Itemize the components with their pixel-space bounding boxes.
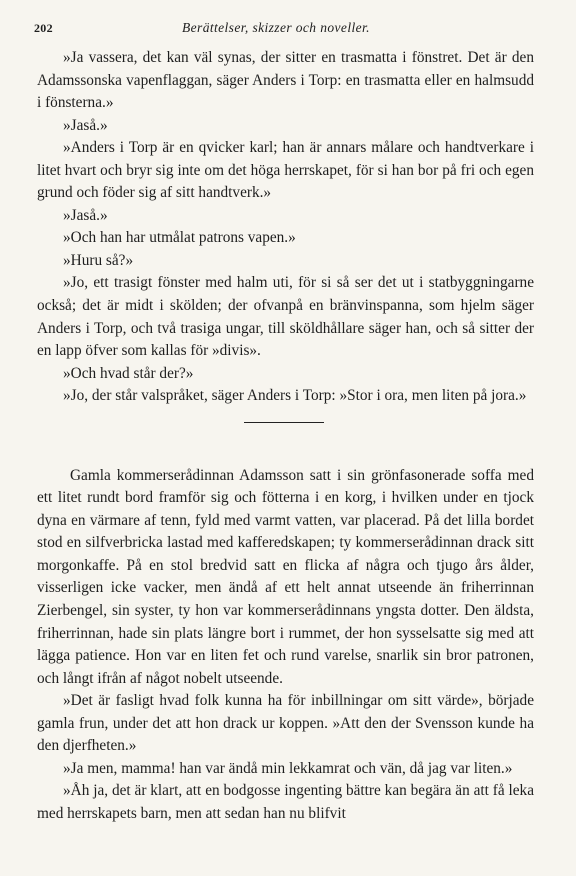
paragraph: »Jo, der står valspråket, säger Anders i Torp: »Stor i ora, men liten på jora.» (63, 387, 527, 405)
paragraph: »Det är fasligt hvad folk kunna ha för inbillningar om sitt värde», började gamla frun, under det att hon drack ur koppen. »Att den der Svensson kunde ha den djerfheten.» (37, 692, 534, 755)
page-header (34, 21, 540, 43)
page-number: 202 (34, 21, 53, 35)
paragraph: »Jaså.» (63, 206, 108, 224)
paragraph: »Jaså.» (63, 116, 108, 134)
paragraph: »Huru så?» (63, 251, 134, 269)
paragraph: »Ja vassera, det kan väl synas, der sitter en trasmatta i fönstret. Det är den Adamssonska vapenflaggan, säger Anders i Torp: en trasmatta eller en halmsudd i fönsterna.» (37, 49, 534, 112)
paragraph: »Jo, ett trasigt fönster med halm uti, för si så ser det ut i statbyggningarne också; det är midt i skölden; der ofvanpå en bränvinspanna, som hjelm säger Anders i Torp, och två trasiga ungar, till sköldhållare säger han, och så sitter der en lapp öfver som kallas för »divis». (37, 274, 534, 360)
paragraph: »Anders i Torp är en qvicker karl; han är annars målare och handtverkare i litet hvart och bryr sig inte om det höga herrskapet, för si han bor på fri och egen grund och föder sig af sitt handtverk.» (37, 139, 534, 202)
section-divider (244, 422, 324, 423)
running-title: Berättelser, skizzer och noveller. (182, 20, 370, 35)
paragraph: »Ja men, mamma! han var ändå min lekkamrat och vän, då jag var liten.» (63, 759, 513, 777)
paragraph: »Åh ja, det är klart, att en bodgosse ingenting bättre kan begära än att få leka med herrskapets barn, men att sedan han nu blifvit (37, 782, 534, 822)
paragraph: Gamla kommerserådinnan Adamsson satt i sin grönfasonerade soffa med ett litet rundt bord framför sig och fötterna i en korg, i hvilken under en tjock dyna en värmare af tenn, fyld med varmt vatten, var placerad. På det lilla bordet stod en silfverbricka lastad med kafferedskapen; ty kommerserådinnan drack sitt morgonkaffe. På en stol bredvid satt en flicka af några och tjugo års ålder, visserligen icke vacker, men ändå af ett helt annat utseende än friherrinnan Zierbengel, sin syster, ty hon var kommerserådinnans yngsta dotter. Den äldsta, friherrinnan, hade sin plats längre bort i rummet, der hon sysselsatte sig med att lägga patience. Hon var en liten fet och rund varelse, snarlik sin bror patronen, och långt ifrån af något nobelt utseende. (37, 466, 534, 687)
paragraph: »Och hvad står der?» (63, 364, 194, 382)
paragraph: »Och han har utmålat patrons vapen.» (63, 229, 296, 247)
body-text (37, 47, 534, 826)
